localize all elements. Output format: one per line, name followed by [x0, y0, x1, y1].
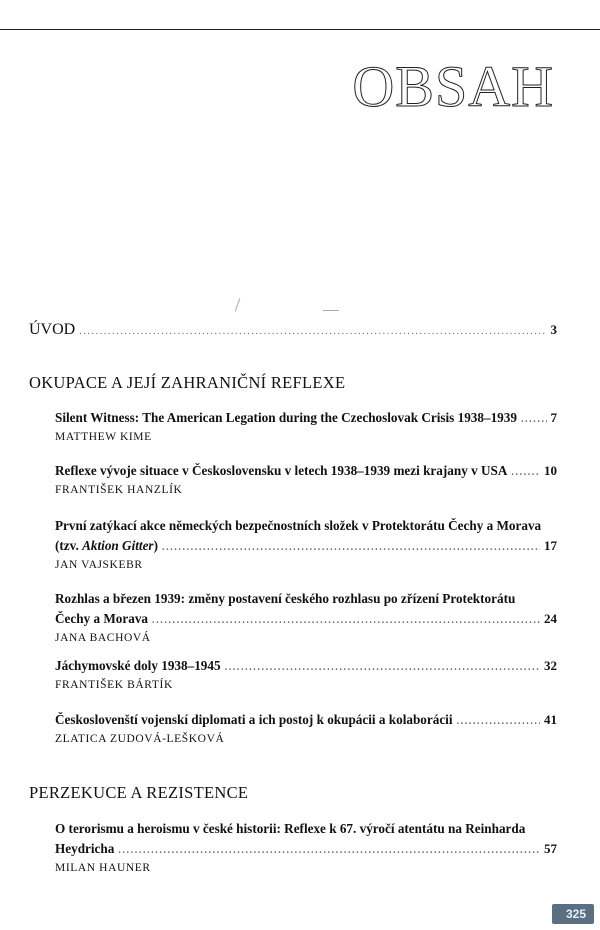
entry-page: 32: [544, 658, 557, 673]
page-heading: OBSAH: [352, 54, 554, 119]
scan-mark: [323, 310, 339, 311]
entry-author: ZLATICA ZUDOVÁ-LEŠKOVÁ: [55, 733, 225, 745]
entry-page: 10: [544, 463, 557, 478]
entry-title-line: [55, 536, 557, 558]
entry-page: 24: [544, 611, 557, 626]
entry-title: Rozhlas a březen 1939: změny postavení českého rozhlasu po zřízení Protektorátu: [55, 591, 516, 606]
dot-leader: [152, 611, 540, 631]
toc-intro-page: 3: [550, 322, 557, 337]
entry-title: Jáchymovské doly 1938–1945: [55, 658, 221, 673]
entry-title: Českoslovenští vojenskí diplomati a ich postoj k okupácii a kolaborácii: [55, 712, 453, 727]
entry-title: Silent Witness: The American Legation during the Czechoslovak Crisis 1938–1939: [55, 410, 517, 425]
toc-entry[interactable]: [55, 589, 557, 644]
entry-title-line: [55, 589, 557, 609]
dot-leader: [457, 712, 540, 732]
entry-title-line: [55, 408, 557, 430]
page-number-badge: 325: [552, 904, 594, 924]
entry-title-line: [55, 609, 557, 631]
entry-author: JAN VAJSKEBR: [55, 559, 143, 571]
entry-title-line: [55, 461, 557, 483]
entry-title-part: ): [153, 538, 158, 553]
dot-leader: [225, 658, 540, 678]
dot-leader: [162, 538, 540, 558]
entry-author: FRANTIŠEK BÁRTÍK: [55, 679, 173, 691]
dot-leader: [79, 326, 546, 337]
toc-entry[interactable]: [55, 516, 557, 571]
entry-title-part: (tzv.: [55, 538, 83, 553]
entry-page: 7: [550, 410, 557, 425]
scan-mark: [235, 298, 241, 311]
entry-title-line: [55, 656, 557, 678]
toc-entry[interactable]: [55, 656, 557, 691]
entry-page: 17: [544, 538, 557, 553]
dot-leader: [511, 463, 540, 483]
entry-title-line: [55, 516, 557, 536]
entry-title-cont: Heydricha: [55, 841, 115, 856]
entry-title-italic: Aktion Gitter: [82, 538, 154, 553]
entry-page: 57: [544, 841, 557, 856]
toc-intro-label: ÚVOD: [29, 321, 76, 338]
toc-intro-row[interactable]: [29, 321, 557, 339]
entry-title: O terorismu a heroismu v české historii: Reflexe k 67. výročí atentátu na Reinharda: [55, 821, 526, 836]
section-title-okupace: OKUPACE A JEJÍ ZAHRANIČNÍ REFLEXE: [29, 373, 346, 392]
entry-title: Reflexe vývoje situace v Československu v letech 1938–1939 mezi krajany v USA: [55, 463, 508, 478]
top-rule: [0, 29, 600, 30]
toc-entry[interactable]: [55, 710, 557, 745]
entry-author: FRANTIŠEK HANZLÍK: [55, 484, 183, 496]
entry-title: První zatýkací akce německých bezpečnostních složek v Protektorátu Čechy a Morava: [55, 518, 542, 533]
dot-leader: [521, 410, 547, 430]
entry-title-line: [55, 710, 557, 732]
toc-entry[interactable]: [55, 461, 557, 496]
entry-author: MATTHEW KIME: [55, 431, 152, 443]
entry-title-line: [55, 819, 557, 839]
entry-title-cont: [55, 536, 158, 556]
section-title-perzekuce: PERZEKUCE A REZISTENCE: [29, 783, 249, 802]
entry-title-cont: Čechy a Morava: [55, 611, 149, 626]
toc-entry[interactable]: [55, 819, 557, 874]
entry-title-line: [55, 839, 557, 861]
entry-page: 41: [544, 712, 557, 727]
entry-author: MILAN HAUNER: [55, 862, 151, 874]
toc-entry[interactable]: [55, 408, 557, 443]
entry-author: JANA BACHOVÁ: [55, 632, 151, 644]
dot-leader: [118, 841, 540, 861]
